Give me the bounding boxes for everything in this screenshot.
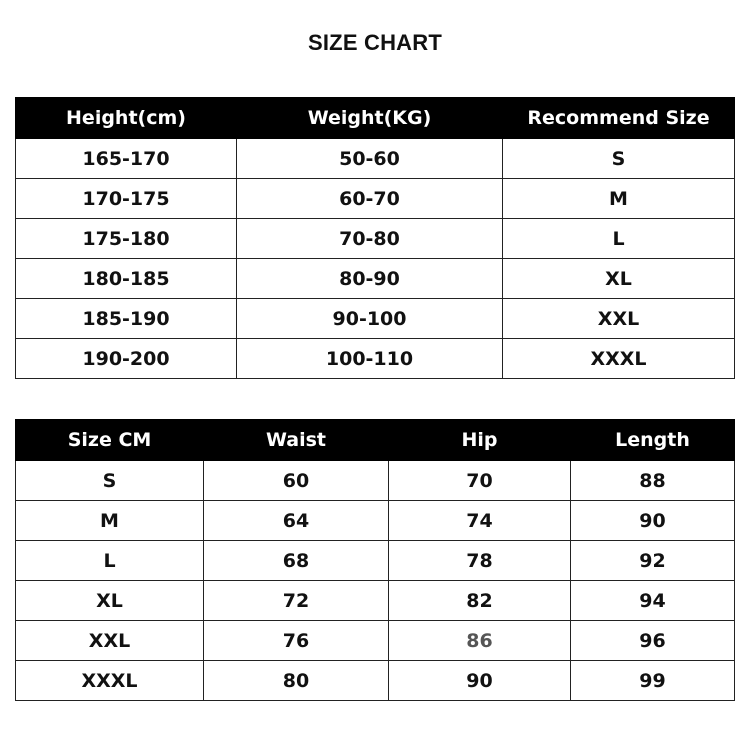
size-cell: XXL (503, 299, 735, 339)
length-cell: 99 (571, 661, 735, 701)
table-row (16, 461, 735, 501)
table-row (16, 541, 735, 581)
column-header-size-cm: Size CM (16, 420, 204, 461)
table-row (16, 339, 735, 379)
weight-cell: 90-100 (237, 299, 503, 339)
waist-cell: 72 (204, 581, 389, 621)
length-cell: 88 (571, 461, 735, 501)
weight-cell: 60-70 (237, 179, 503, 219)
measurement-table (15, 419, 735, 701)
height-cell: 180-185 (16, 259, 237, 299)
waist-cell: 68 (204, 541, 389, 581)
page-title: SIZE CHART (308, 30, 442, 55)
table-row (16, 139, 735, 179)
column-header-length: Length (571, 420, 735, 461)
size-cell: XXXL (503, 339, 735, 379)
hip-cell: 82 (389, 581, 571, 621)
column-header-height: Height(cm) (16, 98, 237, 139)
table-row (16, 661, 735, 701)
table-row (16, 179, 735, 219)
hip-cell: 86 (389, 621, 571, 661)
weight-cell: 70-80 (237, 219, 503, 259)
size-cell: M (16, 501, 204, 541)
waist-cell: 60 (204, 461, 389, 501)
height-cell: 165-170 (16, 139, 237, 179)
table-row (16, 501, 735, 541)
hip-cell: 74 (389, 501, 571, 541)
hip-cell: 78 (389, 541, 571, 581)
table-row (16, 581, 735, 621)
length-cell: 94 (571, 581, 735, 621)
column-header-hip: Hip (389, 420, 571, 461)
waist-cell: 76 (204, 621, 389, 661)
height-cell: 190-200 (16, 339, 237, 379)
recommend-size-table (15, 97, 735, 379)
length-cell: 92 (571, 541, 735, 581)
column-header-weight: Weight(KG) (237, 98, 503, 139)
weight-cell: 100-110 (237, 339, 503, 379)
weight-cell: 80-90 (237, 259, 503, 299)
size-cell: S (16, 461, 204, 501)
table-row (16, 299, 735, 339)
hip-cell: 90 (389, 661, 571, 701)
table-row (16, 621, 735, 661)
length-cell: 90 (571, 501, 735, 541)
size-cell: XXXL (16, 661, 204, 701)
weight-cell: 50-60 (237, 139, 503, 179)
waist-cell: 80 (204, 661, 389, 701)
column-header-recommend-size: Recommend Size (503, 98, 735, 139)
table-header-row (16, 98, 735, 139)
size-cell: S (503, 139, 735, 179)
size-cell: XXL (16, 621, 204, 661)
length-cell: 96 (571, 621, 735, 661)
size-cell: L (16, 541, 204, 581)
column-header-waist: Waist (204, 420, 389, 461)
size-cell: XL (503, 259, 735, 299)
size-cell: L (503, 219, 735, 259)
size-cell: XL (16, 581, 204, 621)
table-header-row (16, 420, 735, 461)
waist-cell: 64 (204, 501, 389, 541)
table-row (16, 259, 735, 299)
height-cell: 175-180 (16, 219, 237, 259)
height-cell: 170-175 (16, 179, 237, 219)
size-cell: M (503, 179, 735, 219)
hip-cell: 70 (389, 461, 571, 501)
table-row (16, 219, 735, 259)
height-cell: 185-190 (16, 299, 237, 339)
